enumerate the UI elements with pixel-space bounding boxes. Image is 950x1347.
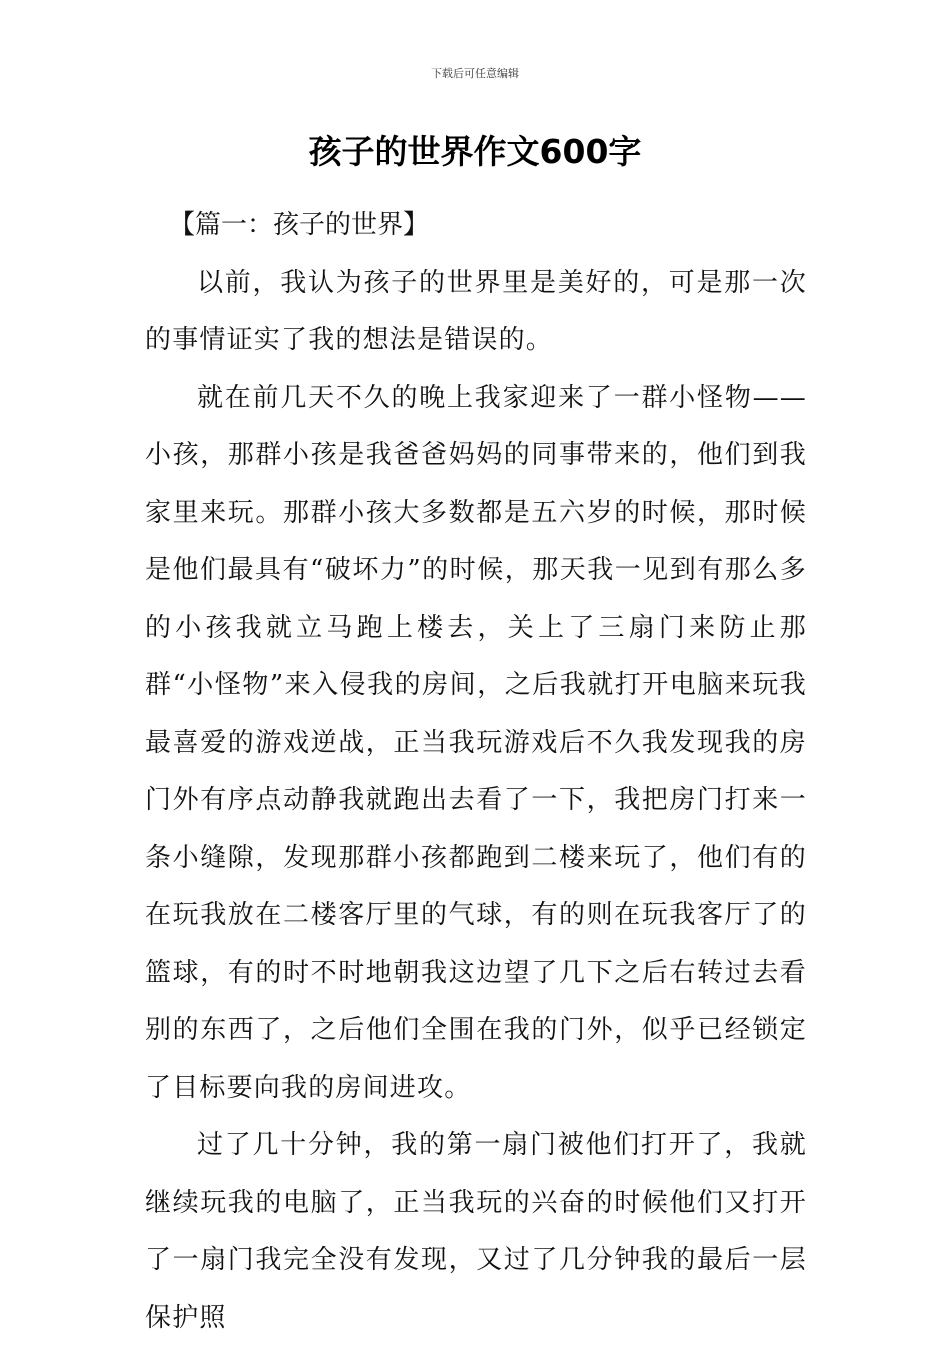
section-heading: 【篇一：孩子的世界】 <box>169 210 430 240</box>
paragraph-1: 以前，我认为孩子的世界里是美好的，可是那一次的事情证实了我的想法是错误的。 <box>145 267 807 355</box>
paragraph-2: 就在前几天不久的晚上我家迎来了一群小怪物——小孩，那群小孩是我爸爸妈妈的同事带来的，他们到我家里来玩。那群小孩大多数都是五六岁的时候，那时候是他们最具有“破坏力”的时候，那天我一见到有那么多的小孩我就立马跑上楼去，关上了三扇门来防止那群“小怪物”来入侵我的房间，之后我就打开电脑来玩我最喜爱的游戏逆战，正当我玩游戏后不久我发现我的房门外有序点动静我就跑出去看了一下，我把房门打来一条小缝隙，发现那群小孩都跑到二楼来玩了，他们有的在玩我放在二楼客厅里的气球，有的则在玩我客厅了的篮球，有的时不时地朝我这边望了几下之后右转过去看别的东西了，之后他们全围在我的门外，似乎已经锁定了目标要向我的房间进攻。 <box>145 382 807 1103</box>
document-title: 孩子的世界作文600字 <box>308 132 642 171</box>
paragraph-3: 过了几十分钟，我的第一扇门被他们打开了，我就继续玩我的电脑了，正当我玩的兴奋的时候他们又打开了一扇门我完全没有发现，又过了几分钟我的最后一层保护照 <box>145 1130 807 1333</box>
document-body <box>145 197 807 1347</box>
header-note: 下载后可任意编辑 <box>431 67 519 80</box>
